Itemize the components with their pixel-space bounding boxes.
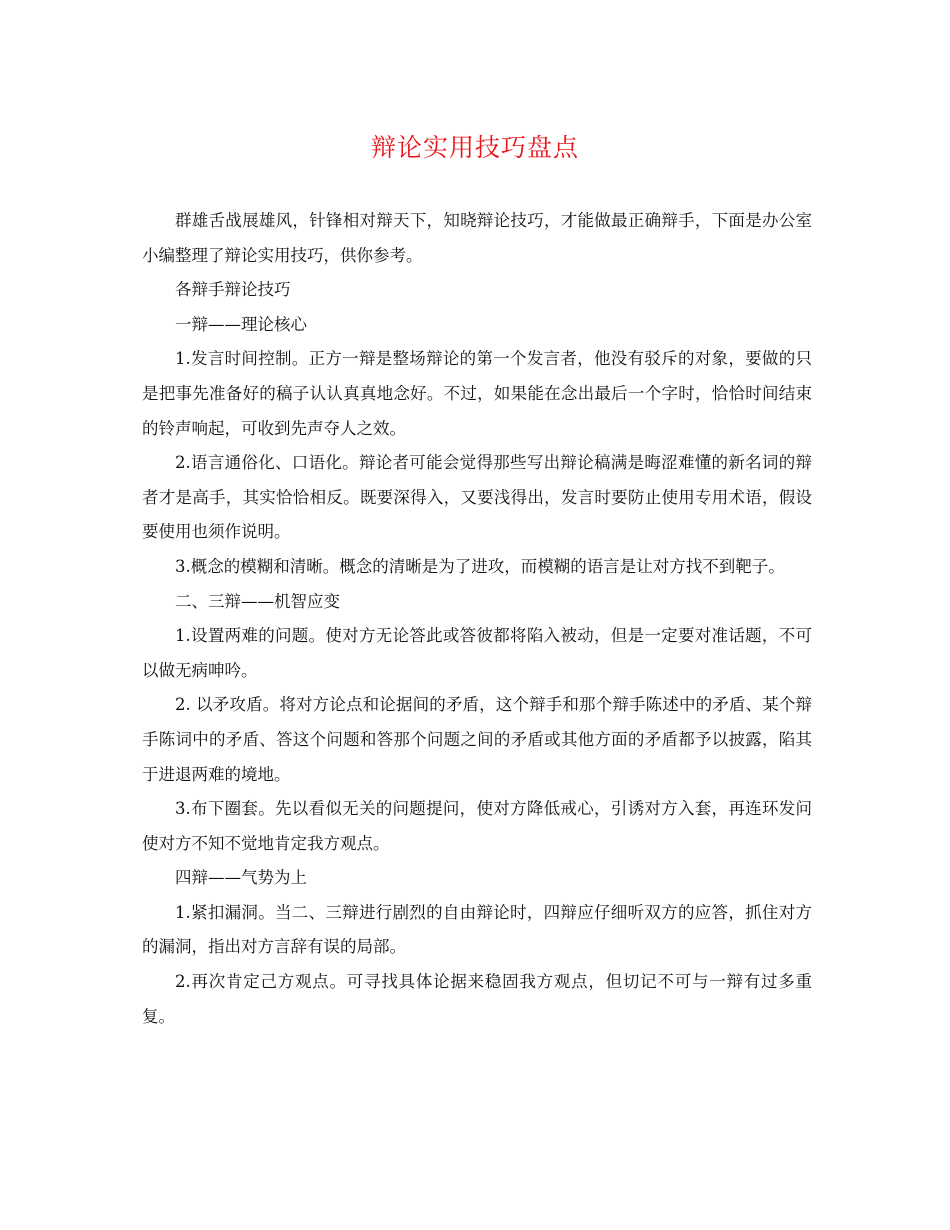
document-body: [142, 204, 812, 1034]
section-heading-debater-skills: 各辩手辩论技巧: [175, 280, 291, 300]
paragraph-first-debater-point-1: 1.发言时间控制。正方一辩是整场辩论的第一个发言者，他没有驳斥的对象，要做的只是把事先准备好的稿子认认真真地念好。不过，如果能在念出最后一个字时，恰恰时间结束的铃声响起，可收到先声夺人之效。: [142, 349, 812, 438]
paragraph-second-third-point-2: 2. 以矛攻盾。将对方论点和论据间的矛盾，这个辩手和那个辩手陈述中的矛盾、某个辩手陈词中的矛盾、答这个问题和答那个问题之间的矛盾或其他方面的矛盾都予以披露，陷其于进退两难的境地。: [142, 695, 812, 784]
subheading-first-debater: 一辩——理论核心: [175, 314, 307, 334]
intro-paragraph: 群雄舌战展雄风，针锋相对辩天下，知晓辩论技巧，才能做最正确辩手，下面是办公室小编整理了辩论实用技巧，供你参考。: [142, 211, 812, 265]
subheading-second-third-debater: 二、三辩——机智应变: [175, 591, 340, 611]
page-title: 辩论实用技巧盘点: [370, 133, 579, 162]
paragraph-fourth-debater-point-2: 2.再次肯定己方观点。可寻找具体论据来稳固我方观点，但切记不可与一辩有过多重复。: [142, 972, 812, 1026]
paragraph-second-third-point-1: 1.设置两难的问题。使对方无论答此或答彼都将陷入被动，但是一定要对准话题，不可以做无病呻吟。: [142, 626, 812, 680]
subheading-fourth-debater: 四辩——气势为上: [175, 868, 307, 888]
paragraph-fourth-debater-point-1: 1.紧扣漏洞。当二、三辩进行剧烈的自由辩论时，四辩应仔细听双方的应答，抓住对方的漏洞，指出对方言辞有误的局部。: [142, 902, 812, 957]
paragraph-first-debater-point-3: 3.概念的模糊和清晰。概念的清晰是为了进攻，而模糊的语言是让对方找不到靶子。: [175, 556, 785, 576]
paragraph-first-debater-point-2: 2.语言通俗化、口语化。辩论者可能会觉得那些写出辩论稿满是晦涩难懂的新名词的辩者才是高手，其实恰恰相反。既要深得入，又要浅得出，发言时要防止使用专用术语，假设要使用也须作说明。: [142, 453, 812, 542]
paragraph-second-third-point-3: 3.布下圈套。先以看似无关的问题提问，使对方降低戒心，引诱对方入套，再连环发问使对方不知不觉地肯定我方观点。: [142, 799, 812, 853]
